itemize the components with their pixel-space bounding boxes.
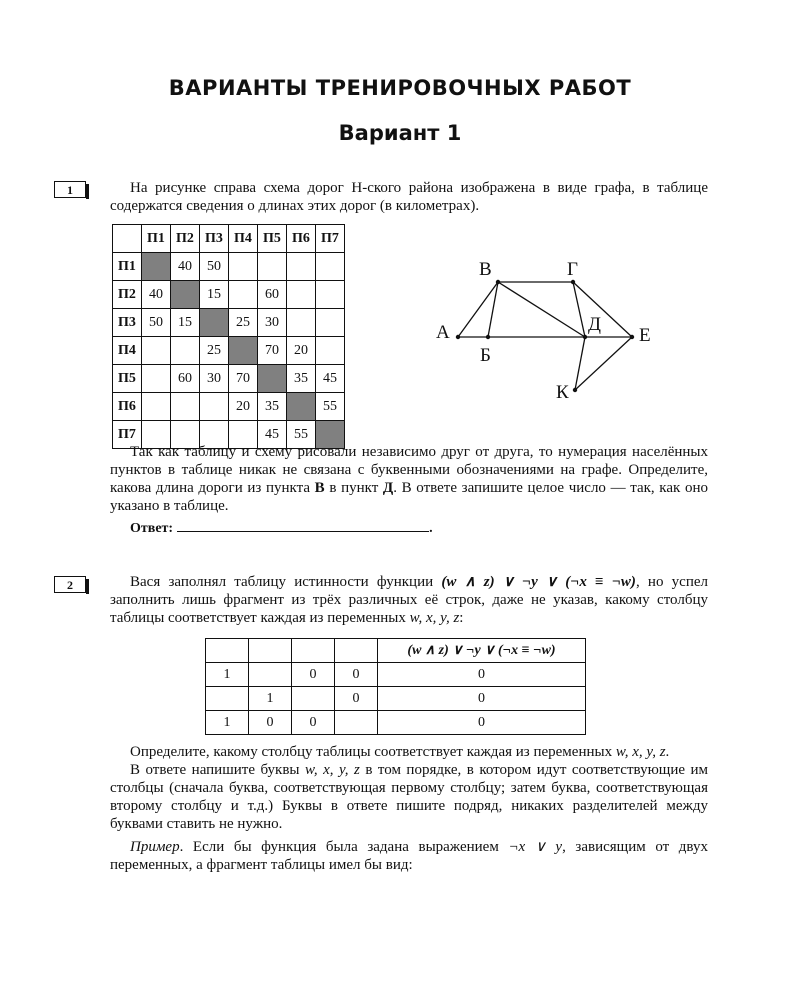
edge-v-d — [498, 282, 585, 337]
distance-cell: 45 — [316, 365, 345, 393]
q1-body-part-3: . В ответе запишите целое число — так, как оно указано в таблице. — [110, 480, 708, 514]
edge-a-v — [458, 282, 498, 337]
variable-column-header — [206, 639, 249, 663]
q2-intro — [110, 573, 708, 627]
column-header: П3 — [200, 225, 229, 253]
label-e: Е — [639, 325, 651, 346]
diagonal-cell — [287, 393, 316, 421]
diagonal-cell — [171, 281, 200, 309]
q1-from-point: В — [314, 480, 325, 496]
distance-cell — [258, 253, 287, 281]
truth-table-header-row — [206, 639, 586, 663]
distance-cell: 30 — [200, 365, 229, 393]
q2-example-label: Пример — [130, 839, 180, 855]
diagonal-cell — [258, 365, 287, 393]
q2-function-expr: (w ∧ z) ∨ ¬y ∨ (¬x ≡ ¬w) — [441, 574, 636, 590]
q2-vars: w, x, y, z — [409, 610, 460, 626]
distance-cell: 70 — [229, 365, 258, 393]
function-value-cell: 0 — [378, 663, 586, 687]
truth-value-cell: 0 — [292, 663, 335, 687]
distance-cell — [142, 365, 171, 393]
column-header: П4 — [229, 225, 258, 253]
q1-body-part-2: в пункт — [324, 480, 383, 496]
node-g — [571, 280, 575, 284]
answer-line[interactable] — [177, 519, 429, 532]
distance-cell — [229, 281, 258, 309]
function-value-cell: 0 — [378, 711, 586, 735]
q2-truth-table — [205, 638, 586, 735]
question-number-1: 1 — [54, 181, 86, 198]
distance-cell: 15 — [200, 281, 229, 309]
q2-example-expr: ¬x ∨ y — [508, 839, 563, 855]
q2-body-p1 — [110, 743, 708, 761]
distance-cell: 35 — [258, 393, 287, 421]
column-header: П2 — [171, 225, 200, 253]
row-header: П1 — [113, 253, 142, 281]
truth-value-cell: 1 — [249, 687, 292, 711]
distance-cell — [200, 393, 229, 421]
row-header: П7 — [113, 421, 142, 449]
function-column-header: (w ∧ z) ∨ ¬y ∨ (¬x ≡ ¬w) — [378, 639, 586, 663]
table-row — [113, 309, 345, 337]
column-header: П5 — [258, 225, 287, 253]
table-row — [113, 365, 345, 393]
truth-value-cell: 1 — [206, 711, 249, 735]
distance-cell: 15 — [171, 309, 200, 337]
truth-value-cell: 0 — [292, 711, 335, 735]
label-b: Б — [480, 345, 491, 366]
variable-column-header — [335, 639, 378, 663]
distance-cell — [171, 337, 200, 365]
node-v — [496, 280, 500, 284]
q2-intro-part-3: : — [459, 610, 464, 626]
label-k: К — [556, 382, 569, 403]
column-header: П6 — [287, 225, 316, 253]
distance-cell: 55 — [316, 393, 345, 421]
question-number-2: 2 — [54, 576, 86, 593]
q1-distance-table — [112, 224, 345, 449]
node-a — [456, 335, 460, 339]
table-row — [113, 253, 345, 281]
node-d — [583, 335, 587, 339]
answer-label: Ответ: — [130, 521, 174, 536]
label-a: А — [436, 322, 450, 343]
distance-cell — [287, 281, 316, 309]
q2-p1-vars: w, x, y, z — [615, 744, 666, 760]
edge-v-b — [488, 282, 498, 337]
truth-value-cell: 0 — [249, 711, 292, 735]
distance-cell: 50 — [142, 309, 171, 337]
distance-cell: 70 — [258, 337, 287, 365]
q2-body — [110, 743, 708, 874]
distance-cell — [316, 337, 345, 365]
diagonal-cell — [142, 253, 171, 281]
q2-intro-part-2: , но успел заполнить лишь фрагмент из трёх различных её строк, даже не указав, какому столбцу таблицы соответствует каждая из переменных — [110, 574, 708, 626]
q1-answer: Ответ: . — [130, 521, 433, 536]
q2-intro-text — [110, 573, 708, 627]
q1-body — [110, 443, 708, 515]
truth-table-row — [206, 663, 586, 687]
distance-cell: 25 — [229, 309, 258, 337]
distance-cell — [316, 309, 345, 337]
column-header: П1 — [142, 225, 171, 253]
distance-cell — [142, 337, 171, 365]
variable-column-header — [292, 639, 335, 663]
q2-p1-part-2: . — [665, 744, 670, 760]
distance-cell — [316, 281, 345, 309]
row-header: П2 — [113, 281, 142, 309]
page-title: ВАРИАНТЫ ТРЕНИРОВОЧНЫХ РАБОТ — [168, 76, 632, 100]
truth-table-row — [206, 687, 586, 711]
q2-p2-part-2: в том порядке, в котором идут соответствующие им столбцы (сначала буква, соответствующая первому столбцу; затем буква, соответствующая второму столбцу и т.д.) Буквы в ответе пишите подряд, никаких разделителей между буквами ставить не нужно. — [110, 762, 708, 832]
distance-cell: 50 — [200, 253, 229, 281]
table-header-row — [113, 225, 345, 253]
row-header: П5 — [113, 365, 142, 393]
row-header: П6 — [113, 393, 142, 421]
q2-p1-part-1: Определите, какому столбцу таблицы соответствует каждая из переменных — [130, 744, 616, 760]
diagonal-cell — [200, 309, 229, 337]
label-v: В — [479, 259, 492, 280]
distance-cell — [229, 253, 258, 281]
column-header: П7 — [316, 225, 345, 253]
q1-intro — [110, 179, 708, 215]
q1-body-text — [110, 443, 708, 515]
distance-cell: 45 — [258, 421, 287, 449]
q1-to-point: Д — [382, 480, 394, 496]
distance-cell: 40 — [171, 253, 200, 281]
truth-value-cell: 1 — [206, 663, 249, 687]
node-k — [573, 388, 577, 392]
distance-cell — [287, 309, 316, 337]
distance-cell — [171, 393, 200, 421]
q2-p3-part-2: , зависящим от двух переменных, а фрагмент таблицы имел бы вид: — [110, 839, 708, 873]
table-row — [113, 281, 345, 309]
node-e — [630, 335, 634, 339]
distance-cell: 60 — [171, 365, 200, 393]
table-row — [113, 337, 345, 365]
node-b — [486, 335, 490, 339]
truth-value-cell — [249, 663, 292, 687]
q2-p3-part-1: . Если бы функция была задана выражением — [179, 839, 509, 855]
truth-value-cell — [335, 711, 378, 735]
variable-column-header — [249, 639, 292, 663]
truth-value-cell — [206, 687, 249, 711]
table-row — [113, 393, 345, 421]
distance-cell: 55 — [287, 421, 316, 449]
distance-cell: 30 — [258, 309, 287, 337]
q2-p2-vars: w, x, y, z — [304, 762, 360, 778]
diagonal-cell — [229, 337, 258, 365]
function-value-cell: 0 — [378, 687, 586, 711]
truth-value-cell — [292, 687, 335, 711]
q2-body-p3 — [110, 838, 708, 874]
distance-cell: 60 — [258, 281, 287, 309]
q2-p2-part-1: В ответе напишите буквы — [130, 762, 305, 778]
table-corner-cell — [113, 225, 142, 253]
variant-heading: Вариант 1 — [338, 121, 462, 145]
distance-cell: 20 — [229, 393, 258, 421]
distance-cell — [287, 253, 316, 281]
q2-intro-part-1: Вася заполнял таблицу истинности функции — [130, 574, 442, 590]
q2-body-p2 — [110, 761, 708, 833]
distance-cell: 35 — [287, 365, 316, 393]
truth-table-row — [206, 711, 586, 735]
q1-body-part-1: Так как таблицу и схему рисовали независимо друг от друга, то нумерация населённых пунктов в таблице никак не связана с буквенными обозначениями на графе. Определите, какова длина дороги из пункта — [110, 444, 708, 496]
edge-g-d — [573, 282, 585, 337]
distance-cell: 25 — [200, 337, 229, 365]
row-header: П3 — [113, 309, 142, 337]
distance-cell — [142, 393, 171, 421]
distance-cell: 20 — [287, 337, 316, 365]
label-d: Д — [588, 314, 601, 335]
truth-value-cell: 0 — [335, 687, 378, 711]
q1-road-graph — [420, 248, 670, 408]
truth-value-cell: 0 — [335, 663, 378, 687]
distance-cell — [316, 253, 345, 281]
q1-intro-text: На рисунке справа схема дорог Н-ского района изображена в виде графа, в таблице содержатся сведения о длинах этих дорог (в километрах). — [110, 180, 708, 214]
distance-cell: 40 — [142, 281, 171, 309]
label-g: Г — [567, 259, 578, 280]
edge-g-e — [573, 282, 632, 337]
row-header: П4 — [113, 337, 142, 365]
